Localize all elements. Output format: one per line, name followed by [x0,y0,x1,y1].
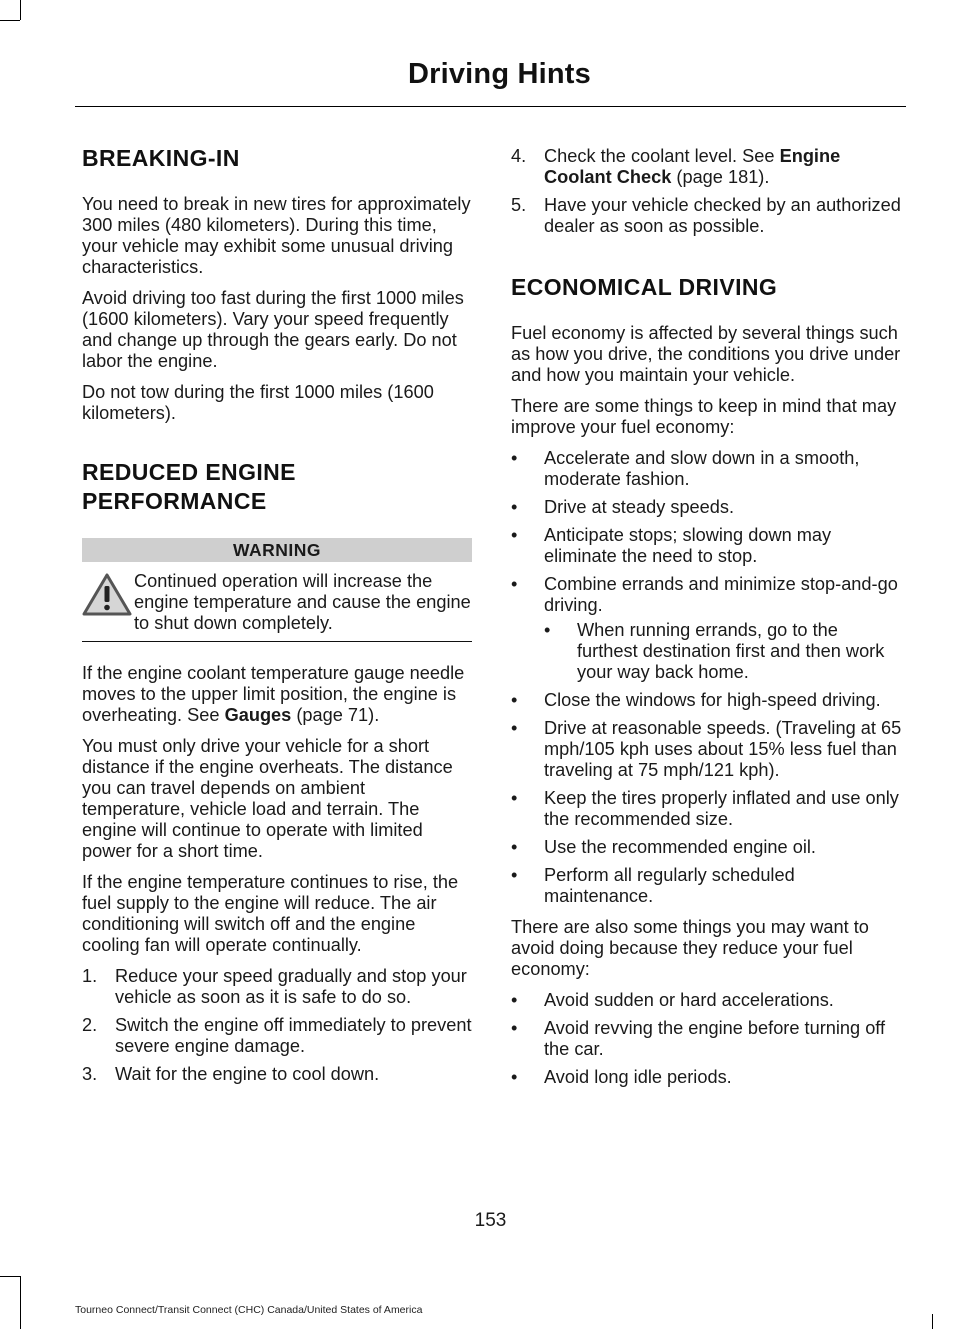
heading-line: REDUCED ENGINE [82,459,296,485]
crop-mark [0,1276,20,1277]
tips-list [511,448,903,907]
crop-mark [932,1314,933,1329]
list-item: 1. Reduce your speed gradually and stop your vehicle as soon as it is safe to do so. [82,966,467,1007]
paragraph: You need to break in new tires for approximately 300 miles (480 kilometers). During this time, your vehicle may exhibit some unusual driving characteristics. [82,194,471,277]
warning-header: WARNING [82,538,472,562]
header-divider [75,106,906,107]
list-item: • Use the recommended engine oil. [511,837,816,857]
left-column [82,144,472,1095]
breaking-in-heading: BREAKING-IN [82,145,240,171]
cross-reference-engine-coolant-check[interactable]: Engine Coolant Check [544,146,841,187]
right-column [511,146,903,1098]
steps-list-continued [511,146,903,237]
cross-reference-gauges[interactable]: Gauges [224,705,292,725]
page-title: Driving Hints [407,58,591,90]
paragraph: You must only drive your vehicle for a short distance if the engine overheats. The distance you can travel depends on ambient temperature, vehicle load and terrain. The engine will continue to operate with limited power for a short time. [82,736,453,861]
list-item: • Drive at steady speeds. [511,497,735,517]
paragraph: If the engine coolant temperature gauge needle moves to the upper limit position, the engine is overheating. See Gauges (page 71). [82,663,465,725]
reduced-engine-heading [82,458,472,516]
list-item: 4. Check the coolant level. See Engine Coolant Check (page 181). [511,146,841,187]
list-item: • Avoid long idle periods. [511,1067,732,1087]
crop-mark [20,1276,21,1329]
warning-triangle-icon [82,573,134,617]
crop-mark [20,0,21,20]
steps-list [82,966,472,1085]
economical-driving-heading: ECONOMICAL DRIVING [511,274,778,300]
paragraph: Fuel economy is affected by several things such as how you drive, the conditions you drive under and how you maintain your vehicle. [511,323,901,385]
list-item: • Accelerate and slow down in a smooth, moderate fashion. [511,448,860,489]
list-item: • Combine errands and minimize stop-and-go driving. • When running errands, go to the furthest destination first and then work your way back home. [511,574,903,683]
footer-text: Tourneo Connect/Transit Connect (CHC) Canada/United States of America [75,1304,423,1316]
list-item: 2. Switch the engine off immediately to prevent severe engine damage. [82,1015,472,1056]
crop-mark [0,20,20,21]
warning-box [82,562,472,642]
list-item: • Perform all regularly scheduled maintenance. [511,865,795,906]
warning-text: Continued operation will increase the engine temperature and cause the engine to shut down completely. [134,571,471,633]
paragraph: Avoid driving too fast during the first 1000 miles (1600 kilometers). Vary your speed frequently and change up through the gears early. Do not labor the engine. [82,288,464,371]
page-number: 153 [474,1210,507,1231]
list-item: • Close the windows for high-speed driving. [511,690,881,710]
list-item: • Anticipate stops; slowing down may eliminate the need to stop. [511,525,832,566]
list-item: 5. Have your vehicle checked by an authorized dealer as soon as possible. [511,195,901,236]
list-item: • Keep the tires properly inflated and use only the recommended size. [511,788,899,829]
paragraph: There are also some things you may want to avoid doing because they reduce your fuel economy: [511,917,869,979]
list-item: • Avoid revving the engine before turning off the car. [511,1018,886,1059]
list-item: 3. Wait for the engine to cool down. [82,1064,380,1084]
paragraph: Do not tow during the first 1000 miles (1600 kilometers). [82,382,434,423]
paragraph: There are some things to keep in mind that may improve your fuel economy: [511,396,897,437]
list-item: • Drive at reasonable speeds. (Traveling at 65 mph/105 kph uses about 15% less fuel than traveling at 75 mph/121 kph). [511,718,902,780]
sub-list-item: • When running errands, go to the furthest destination first and then work your way back home. [544,620,885,682]
sub-list [544,620,903,683]
list-item: • Avoid sudden or hard accelerations. [511,990,834,1010]
avoid-list [511,990,903,1088]
paragraph: If the engine temperature continues to rise, the fuel supply to the engine will reduce. The air conditioning will switch off and the engine cooling fan will operate continually. [82,872,459,955]
heading-line: PERFORMANCE [82,488,267,514]
